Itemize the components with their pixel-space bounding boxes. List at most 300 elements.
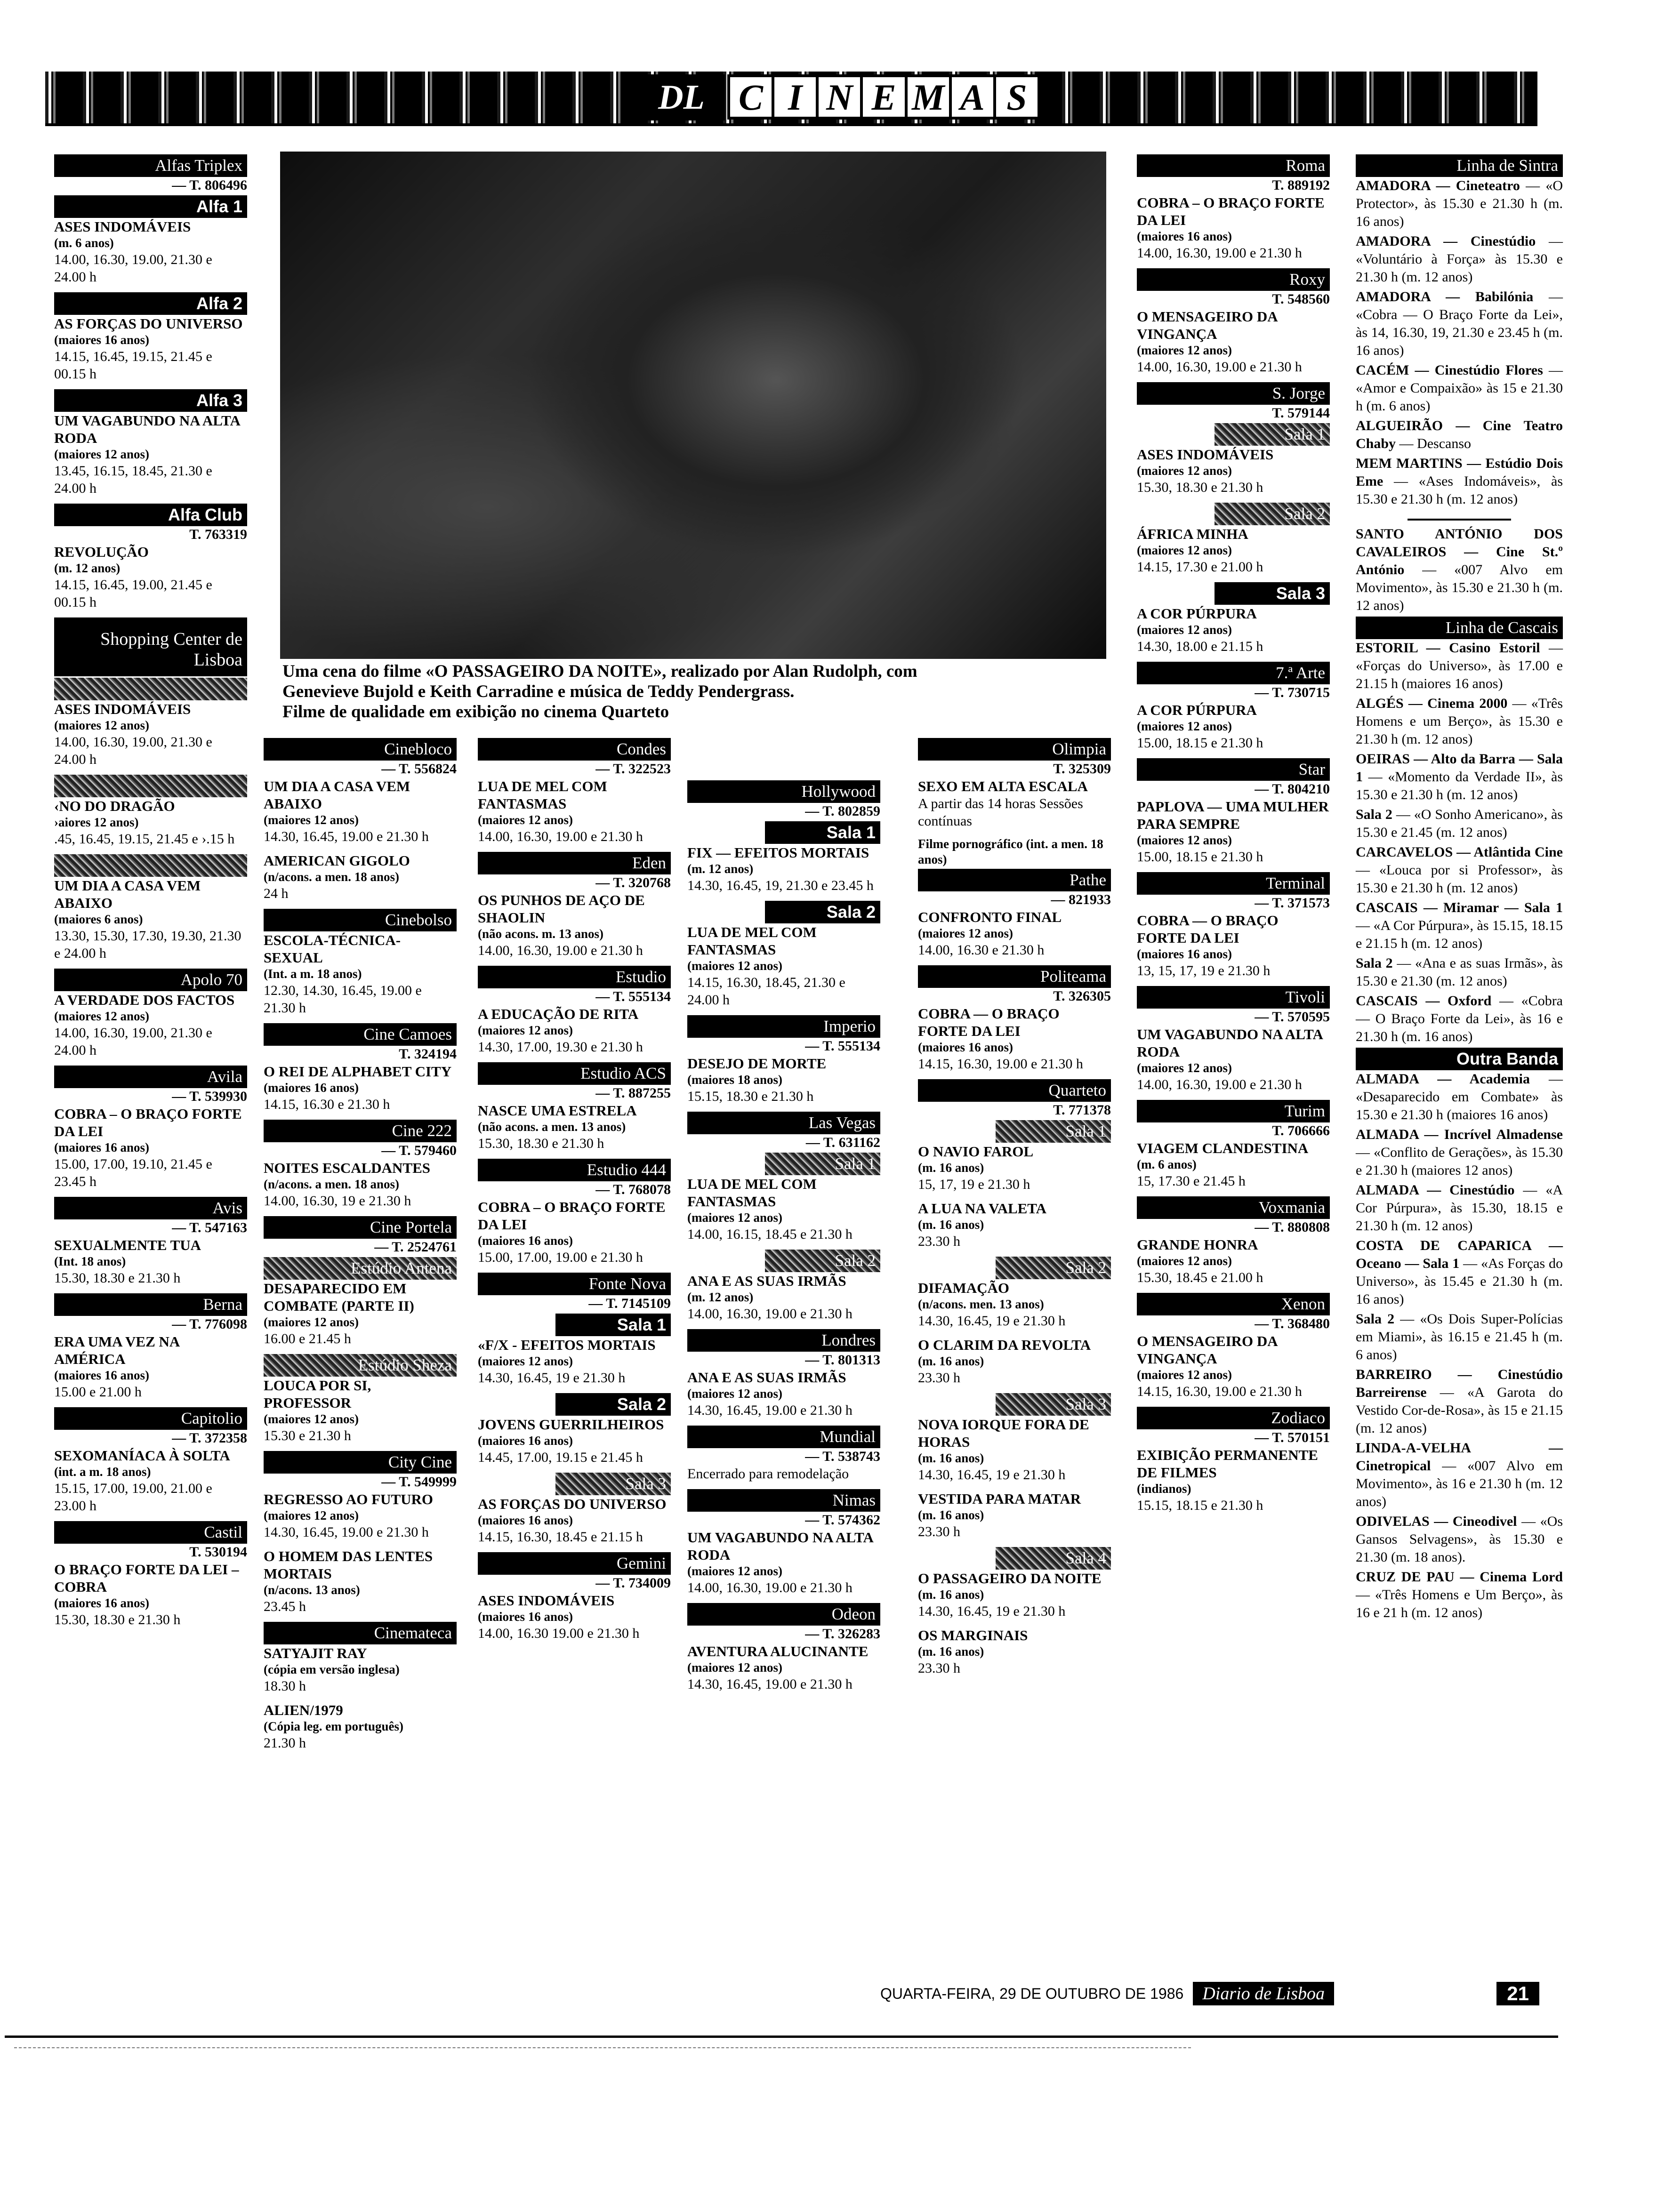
film-showtimes: 23.30 h (918, 1370, 960, 1386)
cinema-header: Alfas Triplex (54, 154, 247, 177)
film-title: SEXO EM ALTA ESCALA (918, 778, 1088, 794)
cinema-phone: — T. 2524761 (374, 1239, 457, 1255)
film-showtimes: 15.00, 17.00, 19.10, 21.45 e 23.45 h (54, 1156, 212, 1189)
film-rating: (m. 16 anos) (918, 1161, 984, 1175)
film-title: DESEJO DE MORTE (687, 1055, 827, 1072)
film-title: SATYAJIT RAY (264, 1645, 367, 1661)
film-title: A LUA NA VALETA (918, 1200, 1047, 1217)
listing-entry: AMADORA — Babilónia — «Cobra — O Braço Forte da Lei», às 14, 16.30, 19, 21.30 e 23.45 h (m. 16 anos) (1356, 289, 1563, 358)
listing-entry: ALMADA — Cinestúdio — «A Cor Púrpura», às 15.30, 18.15 e 21.30 h (m. 12 anos) (1356, 1182, 1563, 1234)
film-showtimes: 14.00, 16.30 e 21.30 h (918, 942, 1045, 958)
film-rating: (maiores 12 anos) (1137, 464, 1232, 478)
cinema-phone: — T. 768078 (595, 1182, 671, 1197)
cinema-header: Imperio (687, 1015, 880, 1038)
cinema-header: Sala 3 (996, 1393, 1111, 1416)
cinema-phone: — T. 372358 (172, 1430, 247, 1446)
film-rating: (maiores 12 anos) (264, 813, 359, 827)
film-title: ÁFRICA MINHA (1137, 526, 1248, 542)
film-showtimes: Encerrado para remodelação (687, 1466, 849, 1482)
film-rating: (maiores 16 anos) (54, 1596, 149, 1610)
film-showtimes: 15.00, 18.15 e 21.30 h (1137, 735, 1263, 751)
cinema-phone: — T. 734009 (595, 1575, 671, 1591)
listing-column-2 (264, 737, 457, 1758)
section-title-letter: S (993, 74, 1040, 120)
film-title: O MENSAGEIRO DA VINGANÇA (1137, 308, 1277, 342)
film-title: LUA DE MEL COM FANTASMAS (687, 924, 817, 958)
caption-line: Genevieve Bujold e Keith Carradine e música de Teddy Pendergrass. (282, 682, 795, 701)
listing-entry: BARREIRO — Cinestúdio Barreirense — «A Garota do Vestido Cor-de-Rosa», às 15 e 21.15 (m. 12 anos) (1356, 1367, 1563, 1436)
film-showtimes: 15.00, 18.15 e 21.30 h (1137, 849, 1263, 865)
film-showtimes: 14.30, 16.45, 19 e 21.30 h (918, 1603, 1066, 1619)
film-title: UM DIA A CASA VEM ABAIXO (54, 877, 201, 911)
cinema-header: Avis (54, 1197, 247, 1219)
film-showtimes: 15.00 e 21.00 h (54, 1384, 142, 1400)
cinema-phone: — T. 538743 (805, 1449, 880, 1464)
listing-column-6 (1137, 153, 1330, 1521)
cinema-header: Roma (1137, 154, 1330, 177)
listing-column-3 (478, 737, 671, 1649)
film-title: COBRA – O BRAÇO FORTE DA LEI (54, 1106, 242, 1139)
film-showtimes: 14.30, 16.45, 19.00 e 21.30 h (264, 1524, 429, 1540)
cinema-phone: — T. 320768 (595, 875, 671, 890)
film-showtimes: 14.15, 16.45, 19.15, 21.45 e 00.15 h (54, 349, 212, 382)
film-showtimes: 15.15, 17.00, 19.00, 21.00 e 23.00 h (54, 1481, 212, 1514)
film-rating: (maiores 16 anos) (1137, 229, 1232, 243)
film-rating: (maiores 16 anos) (478, 1610, 573, 1624)
film-rating: (m. 16 anos) (918, 1354, 984, 1368)
cinema-header: Sala 3 (1215, 582, 1330, 605)
divider (1408, 519, 1511, 521)
cinema-header: Sala 2 (1215, 503, 1330, 525)
listing-entry: CACÉM — Cinestúdio Flores — «Amor e Compaixão» às 15 e 21.30 h (m. 6 anos) (1356, 362, 1563, 414)
film-title: LUA DE MEL COM FANTASMAS (478, 778, 607, 812)
film-rating: (m. 16 anos) (918, 1587, 984, 1602)
film-showtimes: 14.00, 16.30, 19 e 21.30 h (264, 1193, 411, 1209)
cinema-phone: — T. 631162 (805, 1135, 880, 1150)
film-showtimes: 24 h (264, 886, 289, 901)
film-showtimes: 14.00, 16.30, 19.00 e 21.30 h (1137, 1077, 1302, 1092)
film-rating: (maiores 12 anos) (1137, 719, 1232, 733)
cinema-header: Estudio 444 (478, 1159, 671, 1181)
film-title: OS PUNHOS DE AÇO DE SHAOLIN (478, 892, 645, 926)
cinema-phone: — T. 801313 (805, 1352, 880, 1368)
film-showtimes: 14.00, 16.30, 19.00 e 21.30 h (478, 829, 643, 844)
cinema-phone: — T. 804210 (1255, 781, 1330, 797)
footer-masthead: Diario de Lisboa (1193, 1982, 1334, 2005)
film-showtimes: 15.15, 18.30 e 21.30 h (687, 1089, 814, 1104)
film-title: NOVA IORQUE FORA DE HORAS (918, 1416, 1089, 1450)
cinema-phone: — T. 371573 (1255, 895, 1330, 911)
listing-entry: Sala 2 — «Ana e as suas Irmãs», às 15.30 e 21.30 (m. 12 anos) (1356, 955, 1563, 989)
cinema-header: Politeama (918, 965, 1111, 988)
film-showtimes: 14.30, 16.45, 19 e 21.30 h (478, 1370, 626, 1386)
cinema-header: Londres (687, 1329, 880, 1352)
cinema-header: Roxy (1137, 268, 1330, 291)
cinema-header: Berna (54, 1293, 247, 1316)
cinema-phone: — T. 549999 (381, 1474, 457, 1490)
cinema-header: Turim (1137, 1100, 1330, 1122)
film-rating: (n/acons. men. 13 anos) (918, 1297, 1044, 1311)
cinema-phone: — T. 880808 (1255, 1219, 1330, 1235)
cinema-header: Alfa 3 (54, 389, 247, 412)
cinema-phone: — T. 574362 (805, 1512, 880, 1528)
film-rating: (m. 12 anos) (687, 1290, 754, 1304)
cinema-header: Sala 2 (765, 901, 881, 923)
cinema-header (54, 854, 247, 877)
page-footer (880, 1981, 1539, 2006)
cinema-phone: — T. 776098 (172, 1316, 247, 1332)
film-rating: (Int. a m. 18 anos) (264, 967, 362, 981)
film-rating: (maiores 12 anos) (1137, 1254, 1232, 1268)
film-rating: (m. 6 anos) (54, 236, 114, 250)
cinema-phone: — T. 556824 (381, 761, 457, 777)
film-title: ANA E AS SUAS IRMÃS (687, 1273, 846, 1289)
footer-date: QUARTA-FEIRA, 29 DE OUTUBRO DE 1986 (880, 1985, 1184, 2002)
film-title: O BRAÇO FORTE DA LEI – COBRA (54, 1561, 239, 1595)
listing-entry: ALMADA — Academia — «Desaparecido em Combate» às 15.30 e 21.30 h (maiores 16 anos) (1356, 1071, 1563, 1122)
film-showtimes: 14.00, 16.30, 19.00 e 21.30 h (1137, 359, 1302, 375)
cinema-phone: — T. 570595 (1255, 1009, 1330, 1025)
film-rating: (não acons. a men. 13 anos) (478, 1120, 626, 1134)
film-title: VESTIDA PARA MATAR (918, 1491, 1081, 1507)
film-showtimes: .45, 16.45, 19.15, 21.45 e ›.15 h (54, 831, 235, 847)
film-title: ASES INDOMÁVEIS (54, 701, 191, 717)
film-rating: (m. 16 anos) (918, 1644, 984, 1659)
film-rating: (n/acons. a men. 18 anos) (264, 870, 400, 884)
cinema-header: Alfa Club (54, 504, 247, 526)
film-title: REVOLUÇÃO (54, 544, 149, 560)
film-showtimes: A partir das 14 horas Sessões contínuas (918, 796, 1083, 829)
film-title: DIFAMAÇÃO (918, 1280, 1010, 1296)
film-rating: (maiores 12 anos) (687, 959, 782, 973)
cinema-header: Sala 1 (996, 1120, 1111, 1143)
cinema-header: Alfa 2 (54, 292, 247, 315)
film-rating: (maiores 12 anos) (1137, 833, 1232, 847)
film-showtimes: 15.30, 18.30 e 21.30 h (54, 1270, 181, 1286)
listing-entry: AMADORA — Cinestúdio — «Voluntário à Força» às 15.30 e 21.30 h (m. 12 anos) (1356, 233, 1563, 285)
film-still-photo (280, 152, 1106, 659)
cinema-phone: — T. 322523 (595, 761, 671, 777)
cinema-header: Voxmania (1137, 1196, 1330, 1219)
film-showtimes: 14.15, 16.30, 18.45 e 21.15 h (478, 1529, 643, 1545)
listing-column-1 (54, 153, 247, 1635)
section-title-letter: I (772, 74, 816, 120)
film-title: AS FORÇAS DO UNIVERSO (478, 1496, 667, 1512)
film-showtimes: 14.15, 16.30, 18.45, 21.30 e 24.00 h (687, 975, 845, 1008)
film-title: COBRA – O BRAÇO FORTE DA LEI (1137, 194, 1325, 228)
cinema-header: Sala 3 (555, 1473, 671, 1495)
film-showtimes: 23.30 h (918, 1524, 960, 1539)
cinema-phone: — T. 806496 (172, 177, 247, 193)
film-rating: (maiores 12 anos) (264, 1315, 359, 1329)
cinema-header: Condes (478, 738, 671, 761)
listing-entry: Sala 2 — «O Sonho Americano», às 15.30 e 21.45 (m. 12 anos) (1356, 807, 1563, 840)
cinema-header: Cine Camoes (264, 1023, 457, 1046)
cinema-header: Cinemateca (264, 1622, 457, 1644)
film-rating: (maiores 12 anos) (1137, 343, 1232, 357)
film-title: ASES INDOMÁVEIS (1137, 446, 1274, 463)
listing-entry: AMADORA — Cineteatro — «O Protector», às 15.30 e 21.30 h (m. 16 anos) (1356, 178, 1563, 229)
cinema-header: Avila (54, 1066, 247, 1088)
section-title-letter: M (905, 74, 949, 120)
cinema-header: Las Vegas (687, 1112, 880, 1134)
cinema-phone: T. 889192 (1272, 177, 1330, 193)
listing-column-4 (687, 779, 880, 1699)
film-title: ASES INDOMÁVEIS (54, 218, 191, 235)
film-showtimes: 14.00, 16.30, 19.00 e 21.30 h (687, 1580, 853, 1595)
film-rating: (Cópia leg. em português) (264, 1719, 403, 1733)
film-showtimes: 14.00, 16.30, 19.00, 21.30 e 24.00 h (54, 1025, 212, 1058)
cinema-header: Sala 1 (1215, 423, 1330, 446)
film-showtimes: 14.30, 16.45, 19 e 21.30 h (918, 1467, 1066, 1483)
film-showtimes: 21.30 h (264, 1735, 306, 1751)
cinema-header: Zodiaco (1137, 1407, 1330, 1429)
film-title: NOITES ESCALDANTES (264, 1160, 431, 1176)
film-title: UM VAGABUNDO NA ALTA RODA (54, 412, 240, 446)
listing-entry: SANTO ANTÓNIO DOS CAVALEIROS — Cine St.º António — «007 Alvo em Movimento», às 15.30 e 21.30 h (m. 12 anos) (1356, 526, 1563, 613)
listing-column-7 (1356, 153, 1563, 1624)
cinema-header: Xenon (1137, 1293, 1330, 1315)
film-showtimes: 15.30, 18.45 e 21.00 h (1137, 1270, 1263, 1285)
film-title: «F/X - EFEITOS MORTAIS (478, 1337, 656, 1353)
cinema-header: Terminal (1137, 872, 1330, 895)
film-showtimes: 14.30, 18.00 e 21.15 h (1137, 639, 1263, 654)
film-rating: (m. 16 anos) (918, 1218, 984, 1232)
masthead-logo: DL (638, 74, 725, 120)
listing-entry: ALGÉS — Cinema 2000 — «Três Homens e um Berço», às 15.30 e 21.30 h (m. 12 anos) (1356, 696, 1563, 747)
film-showtimes: 23.30 h (918, 1234, 960, 1249)
cinema-header: S. Jorge (1137, 382, 1330, 405)
cinema-phone: — T. 570151 (1255, 1430, 1330, 1445)
film-title: O HOMEM DAS LENTES MORTAIS (264, 1548, 433, 1582)
cinema-header: Castil (54, 1521, 247, 1544)
cinema-header: Tivoli (1137, 986, 1330, 1009)
film-showtimes: 14.30, 16.45, 19 e 21.30 h (918, 1313, 1066, 1329)
film-title: LOUCA POR SI, PROFESSOR (264, 1377, 371, 1411)
film-title: REGRESSO AO FUTURO (264, 1491, 434, 1507)
film-rating: (maiores 12 anos) (264, 1412, 359, 1426)
cinema-header: Mundial (687, 1426, 880, 1448)
film-title: A VERDADE DOS FACTOS (54, 992, 235, 1008)
film-rating: (maiores 12 anos) (687, 1564, 782, 1578)
film-rating: (maiores 16 anos) (478, 1234, 573, 1248)
listing-entry: ODIVELAS — Cineodivel — «Os Gansos Selvagens», às 15.30 e 21.30 (m. 18 anos). (1356, 1514, 1563, 1565)
cinema-phone: — T. 7145109 (588, 1296, 671, 1311)
cinema-header: Estúdio Sheza (264, 1354, 457, 1377)
film-title: EXIBIÇÃO PERMANENTE DE FILMES (1137, 1447, 1318, 1481)
cinema-phone: T. 763319 (189, 527, 247, 542)
region-header: Linha de Cascais (1356, 617, 1563, 639)
film-title: SEXUALMENTE TUA (54, 1237, 201, 1253)
caption-line: Filme de qualidade em exibição no cinema Quarteto (282, 702, 669, 721)
film-title: PAPLOVA — UMA MULHER PARA SEMPRE (1137, 798, 1329, 832)
film-rating: (maiores 6 anos) (54, 912, 143, 926)
cinema-header: Fonte Nova (478, 1273, 671, 1295)
film-showtimes: 15.30 e 21.30 h (264, 1428, 351, 1443)
film-rating: (m. 12 anos) (54, 561, 121, 575)
photo-caption (282, 661, 1111, 722)
listing-entry: CARCAVELOS — Atlântida Cine — «Louca por si Professor», às 15.30 e 21.30 h (m. 12 anos) (1356, 844, 1563, 896)
cinema-phone: — T. 555134 (595, 989, 671, 1004)
listing-entry: COSTA DE CAPARICA — Oceano — Sala 1 — «As Forças do Universo», às 15.45 e 21.30 h (m. 16 anos) (1356, 1238, 1563, 1307)
film-rating: (maiores 16 anos) (918, 1040, 1013, 1054)
film-title: ‹NO DO DRAGÃO (54, 798, 175, 814)
film-title: ALIEN/1979 (264, 1702, 343, 1718)
cinema-header: 7.ª Arte (1137, 662, 1330, 684)
film-title: A EDUCAÇÃO DE RITA (478, 1006, 639, 1022)
film-title: JOVENS GUERRILHEIROS (478, 1416, 664, 1433)
film-title: O CLARIM DA REVOLTA (918, 1337, 1091, 1353)
cinema-header: Olimpia (918, 738, 1111, 761)
film-title: ASES INDOMÁVEIS (478, 1592, 615, 1609)
film-title: DESAPARECIDO EM COMBATE (PARTE II) (264, 1280, 414, 1314)
film-showtimes: 15.00, 17.00, 19.00 e 21.30 h (478, 1250, 643, 1265)
film-showtimes: 14.30, 16.45, 19.00 e 21.30 h (687, 1676, 853, 1692)
section-title-letter: N (816, 74, 860, 120)
film-rating: (maiores 16 anos) (54, 333, 149, 347)
bottom-dashed-rule (14, 2047, 1191, 2048)
cinema-header: Cinebloco (264, 738, 457, 761)
film-rating: (maiores 16 anos) (478, 1513, 573, 1527)
film-title: COBRA – O BRAÇO FORTE DA LEI (478, 1199, 666, 1233)
film-title: FIX — EFEITOS MORTAIS (687, 844, 869, 861)
film-title: AMERICAN GIGOLO (264, 852, 410, 869)
listing-entry: ALGUEIRÃO — Cine Teatro Chaby — Descanso (1356, 418, 1563, 451)
film-showtimes: 14.00, 16.30, 19.00 e 21.30 h (1137, 245, 1302, 261)
cinema-phone: T. 326305 (1053, 988, 1111, 1004)
cinema-header: Quarteto (918, 1079, 1111, 1102)
film-title: O NAVIO FAROL (918, 1143, 1034, 1160)
film-title: UM VAGABUNDO NA ALTA RODA (1137, 1026, 1323, 1060)
film-showtimes: 15, 17.30 e 21.45 h (1137, 1173, 1246, 1189)
film-showtimes: 14.15, 16.45, 19.00, 21.45 e 00.15 h (54, 577, 212, 610)
bottom-rule (5, 2036, 1558, 2038)
film-rating: (maiores 16 anos) (54, 1140, 149, 1154)
cinema-header: Pathe (918, 869, 1111, 891)
film-showtimes: 14.00, 16.30, 19.00 e 21.30 h (687, 1306, 853, 1322)
cinema-header (54, 775, 247, 797)
film-title: SEXOMANÍACA À SOLTA (54, 1447, 230, 1464)
cinema-phone: — 821933 (1051, 892, 1111, 907)
film-rating: (maiores 12 anos) (478, 1354, 573, 1368)
film-showtimes: 14.15, 16.30, 19.00 e 21.30 h (1137, 1384, 1302, 1399)
film-showtimes: 14.45, 17.00, 19.15 e 21.45 h (478, 1450, 643, 1465)
film-title: O REI DE ALPHABET CITY (264, 1063, 452, 1080)
cinema-phone: T. 771378 (1053, 1102, 1111, 1118)
cinema-header: Apolo 70 (54, 969, 247, 991)
film-rating: (m. 6 anos) (1137, 1157, 1197, 1171)
section-title (727, 74, 1040, 120)
film-rating: (maiores 12 anos) (54, 718, 149, 732)
listing-entry: ALMADA — Incrível Almadense — «Conflito de Gerações», às 15.30 e 21.30 h (maiores 12 anos) (1356, 1127, 1563, 1178)
film-rating: (maiores 16 anos) (478, 1434, 573, 1448)
film-rating: (maiores 16 anos) (264, 1081, 359, 1095)
cinema-phone: T. 706666 (1272, 1123, 1330, 1138)
cinema-header: Sala 1 (555, 1314, 671, 1336)
film-showtimes: 14.00, 16.30, 19.00, 21.30 e 24.00 h (54, 734, 212, 767)
film-rating: (maiores 18 anos) (687, 1073, 782, 1087)
listing-entry: Sala 2 — «Os Dois Super-Polícias em Miami», às 16.15 e 21.45 h (m. 6 anos) (1356, 1311, 1563, 1362)
film-showtimes: 14.00, 16.15, 18.45 e 21.30 h (687, 1226, 853, 1242)
film-rating: (maiores 12 anos) (478, 813, 573, 827)
film-rating: (Int. 18 anos) (54, 1254, 126, 1268)
film-showtimes: 14.00, 16.30, 19.00, 21.30 e 24.00 h (54, 252, 212, 285)
listing-entry: OEIRAS — Alto da Barra — Sala 1 — «Momento da Verdade II», às 15.30 e 21.30 h (m. 12 anos) (1356, 751, 1563, 802)
film-showtimes: 12.30, 14.30, 16.45, 19.00 e 21.30 h (264, 983, 422, 1016)
film-rating: (int. a m. 18 anos) (54, 1465, 151, 1479)
cinema-header: Sala 1 (765, 1153, 881, 1175)
film-title: A COR PÚRPURA (1137, 605, 1257, 622)
film-rating: (maiores 12 anos) (54, 1009, 149, 1023)
cinema-header: Alfa 1 (54, 195, 247, 218)
cinema-phone: T. 548560 (1272, 291, 1330, 307)
film-title: AS FORÇAS DO UNIVERSO (54, 315, 243, 332)
film-title: LUA DE MEL COM FANTASMAS (687, 1176, 817, 1210)
film-rating: (maiores 12 anos) (1137, 543, 1232, 557)
cinema-header: City Cine (264, 1451, 457, 1474)
film-showtimes: 14.30, 16.45, 19.00 e 21.30 h (264, 829, 429, 844)
film-showtimes: 23.45 h (264, 1599, 306, 1614)
cinema-phone: — T. 555134 (805, 1038, 880, 1054)
film-showtimes: 23.30 h (918, 1660, 960, 1676)
cinema-phone: — T. 579460 (381, 1143, 457, 1158)
film-rating: (maiores 12 anos) (1137, 1368, 1232, 1382)
cinema-header: Odeon (687, 1603, 880, 1626)
page-number: 21 (1496, 1982, 1539, 2005)
film-showtimes: 14.30, 16.45, 19.00 e 21.30 h (687, 1403, 853, 1418)
film-rating: (maiores 16 anos) (1137, 947, 1232, 961)
film-rating: (maiores 12 anos) (1137, 1061, 1232, 1075)
film-title: CONFRONTO FINAL (918, 909, 1062, 925)
cinema-header: Nimas (687, 1489, 880, 1512)
film-showtimes: 14.00, 16.30 19.00 e 21.30 h (478, 1626, 640, 1641)
cinema-phone: — T. 887255 (595, 1085, 671, 1101)
film-rating: (m. 16 anos) (918, 1508, 984, 1522)
cinema-header: Sala 2 (996, 1257, 1111, 1279)
film-showtimes: 15.15, 18.15 e 21.30 h (1137, 1498, 1263, 1513)
film-title: O PASSAGEIRO DA NOITE (918, 1570, 1102, 1587)
film-rating: (maiores 12 anos) (264, 1508, 359, 1523)
cinema-header: Sala 2 (765, 1250, 881, 1272)
film-title: NASCE UMA ESTRELA (478, 1102, 637, 1119)
film-title: ANA E AS SUAS IRMÃS (687, 1369, 846, 1386)
film-showtimes: 14.00, 16.30, 19.00 e 21.30 h (478, 943, 643, 958)
cinema-header: Sala 2 (555, 1393, 671, 1416)
listing-column-5 (918, 737, 1111, 1683)
film-rating: (maiores 12 anos) (918, 926, 1013, 940)
film-title: GRANDE HONRA (1137, 1236, 1258, 1253)
film-title: COBRA — O BRAÇO FORTE DA LEI (918, 1005, 1060, 1039)
film-rating: (m. 16 anos) (918, 1451, 984, 1465)
film-title: ERA UMA VEZ NA AMÉRICA (54, 1333, 179, 1367)
cinema-phone: T. 324194 (399, 1046, 457, 1062)
cinema-header: Capitolio (54, 1407, 247, 1430)
film-title: UM DIA A CASA VEM ABAIXO (264, 778, 410, 812)
cinema-header: Sala 1 (765, 821, 881, 844)
cinema-phone: T. 579144 (1272, 405, 1330, 421)
film-title: VIAGEM CLANDESTINA (1137, 1140, 1309, 1156)
section-title-letter: A (949, 74, 993, 120)
cinema-phone: — T. 368480 (1255, 1316, 1330, 1331)
film-rating: Filme pornográfico (int. a men. 18 anos) (918, 837, 1103, 866)
cinema-header: Star (1137, 758, 1330, 781)
film-showtimes: 18.30 h (264, 1678, 306, 1694)
film-rating: (cópia em versão inglesa) (264, 1662, 400, 1676)
film-title: COBRA — O BRAÇO FORTE DA LEI (1137, 912, 1279, 946)
film-showtimes: 15.30, 18.30 e 21.30 h (54, 1612, 181, 1627)
region-header: Linha de Sintra (1356, 154, 1563, 177)
film-showtimes: 15, 17, 19 e 21.30 h (918, 1177, 1030, 1192)
